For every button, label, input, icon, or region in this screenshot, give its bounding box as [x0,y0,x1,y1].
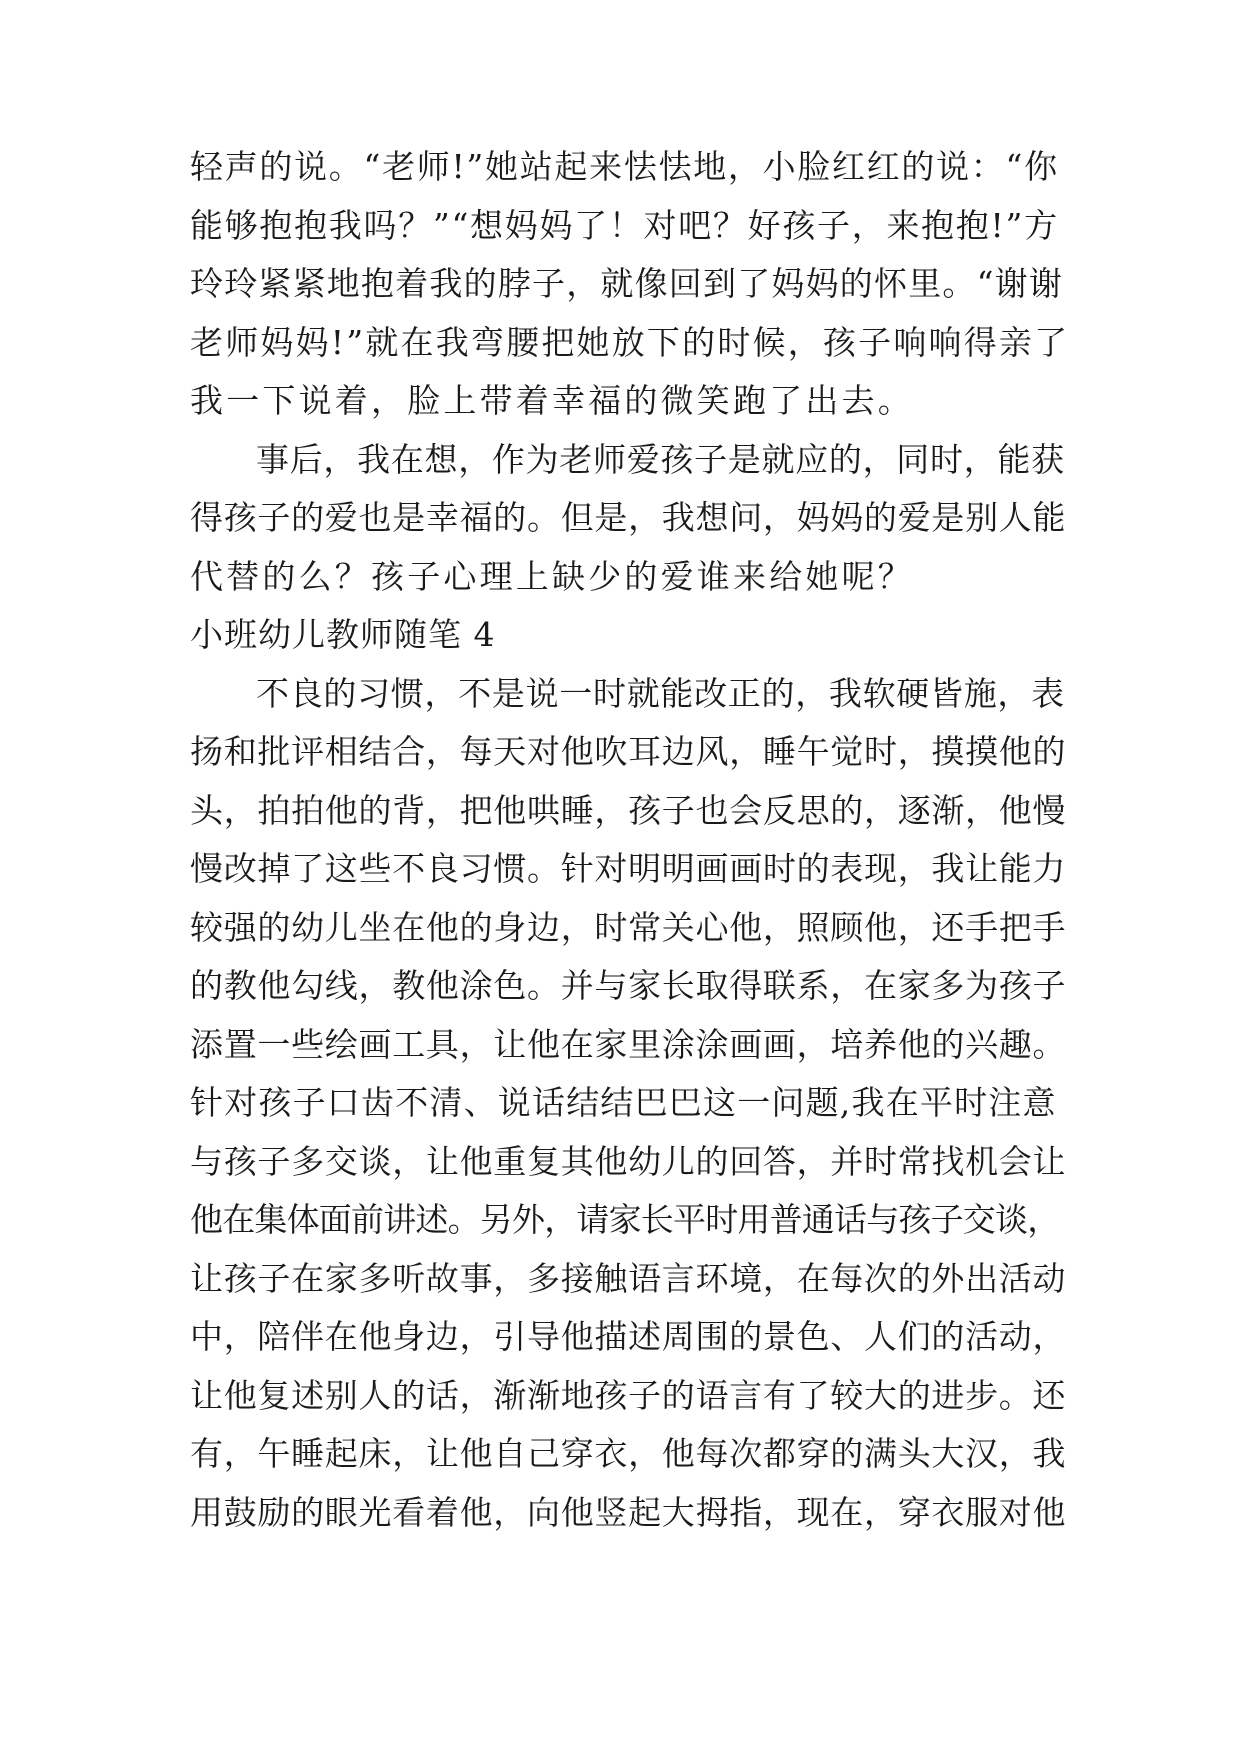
text-line: 能够抱抱我吗？”“想妈妈了！对吧？好孩子，来抱抱!”方 [190,205,1059,245]
text-line: 慢改掉了这些不良习惯。针对明明画画时的表现，我让能力 [190,849,1067,888]
text-line: 让他复述别人的话，渐渐地孩子的语言有了较大的进步。还 [190,1375,1067,1415]
text-line: 让孩子在家多听故事，多接触语言环境，在每次的外出活动 [190,1258,1067,1298]
text-line: 中，陪伴在他身边，引导他描述周围的景色、人们的活动， [190,1317,1067,1356]
text-line: 的教他勾线，教他涂色。并与家长取得联系，在家多为孩子 [190,966,1067,1005]
text-line: 玲玲紧紧地抱着我的脖子，就像回到了妈妈的怀里。“谢谢 [190,264,1064,303]
text-line: 我一下说着，脸上带着幸福的微笑跑了出去。 [190,381,914,420]
text-line: 添置一些绘画工具，让他在家里涂涂画画，培养他的兴趣。 [190,1024,1067,1064]
text-line: 得孩子的爱也是幸福的。但是，我想问，妈妈的爱是别人能 [190,498,1067,537]
paragraph-first-line: 不良的习惯，不是说一时就能改正的，我软硬皆施，表 [256,673,1065,713]
text-line: 针对孩子口齿不清、说话结结巴巴这一问题,我在平时注意 [190,1083,1057,1122]
paragraph-first-line: 事后，我在想，作为老师爱孩子是就应的，同时，能获 [256,439,1065,479]
text-line: 与孩子多交谈，让他重复其他幼儿的回答，并时常找机会让 [190,1141,1067,1181]
text-line: 用鼓励的眼光看着他，向他竖起大拇指，现在，穿衣服对他 [190,1492,1067,1532]
text-line: 有，午睡起床，让他自己穿衣，他每次都穿的满头大汉，我 [190,1434,1067,1473]
text-line: 他在集体面前讲述。另外，请家长平时用普通话与孩子交谈， [190,1200,1060,1239]
document-body [190,138,1070,1542]
text-line: 头，拍拍他的背，把他哄睡，孩子也会反思的，逐渐，他慢 [190,790,1067,830]
text-line: 较强的幼儿坐在他的身边，时常关心他，照顾他，还手把手 [190,907,1067,947]
text-line: 代替的么？孩子心理上缺少的爱谁来给她呢？ [190,556,914,596]
text-line: 扬和批评相结合，每天对他吹耳边风，睡午觉时，摸摸他的 [190,732,1067,771]
text-line: 老师妈妈!”就在我弯腰把她放下的时候，孩子响响得亲了 [190,322,1070,362]
text-line: 轻声的说。“老师!”她站起来怯怯地，小脸红红的说：“你 [190,147,1059,186]
section-heading: 小班幼儿教师随笔 4 [190,615,496,654]
